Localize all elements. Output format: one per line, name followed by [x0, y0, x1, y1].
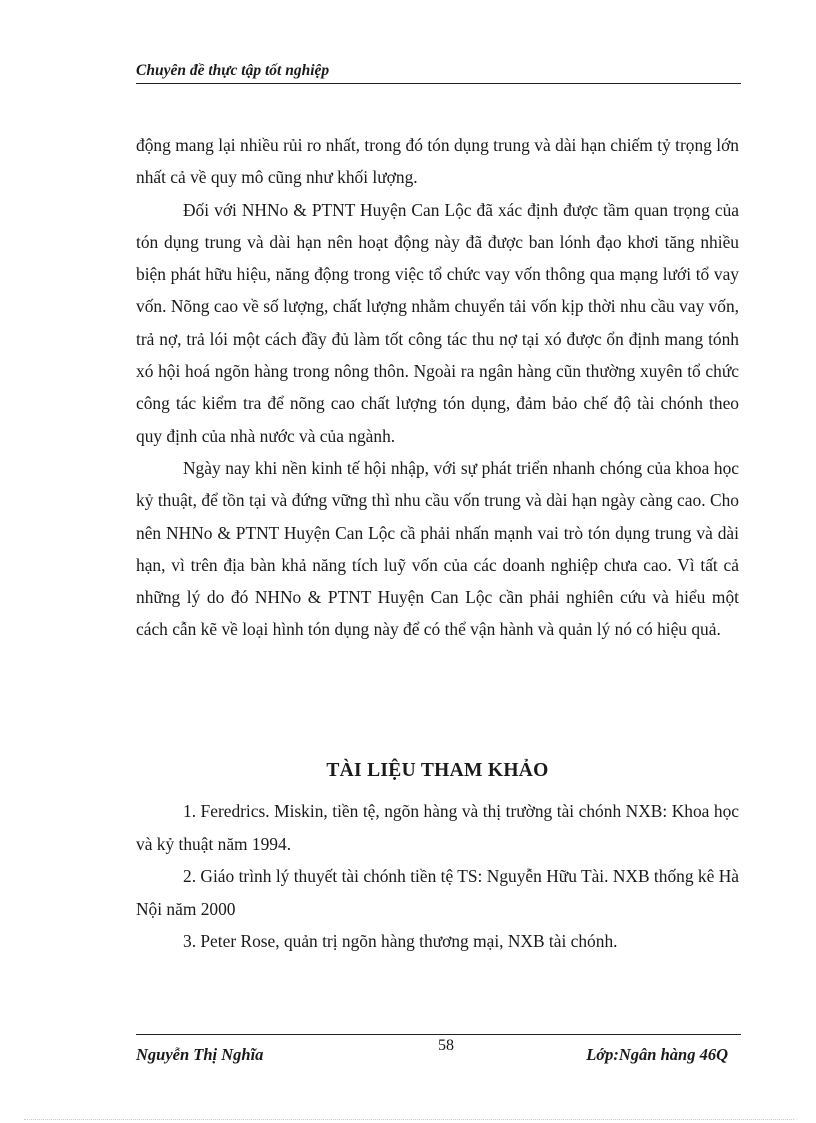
header-title: Chuyên đề thực tập tốt nghiệp [136, 62, 330, 79]
reference-item: 2. Giáo trình lý thuyết tài chónh tiền tệ TS: Nguyễn Hữu Tài. NXB thống kê Hà Nội năm 2000 [136, 866, 739, 919]
body-paragraph-continued: động mang lại nhiều rủi ro nhất, trong đó tón dụng trung và dài hạn chiếm tỷ trọng lớn nhất cả về quy mô cũng như khối lượng. [136, 135, 739, 188]
header-divider [136, 83, 741, 84]
body-paragraph: Ngày nay khi nền kinh tế hội nhập, với sự phát triển nhanh chóng của khoa học kỷ thuật, để tồn tại và đứng vững thì nhu cầu vốn trung và dài hạn ngày càng cao. Cho nên NHNo & PTNT Huyện Can Lộc cầ phải nhấn mạnh vai trò tón dụng trung và dài hạn, vì trên địa bàn khả năng tích luỹ vốn của các doanh nghiệp chưa cao. Vì tất cả những lý do đó NHNo & PTNT Huyện Can Lộc cần phải nghiên cứu và hiểu một cách cẫn kẽ về loại hình tón dụng này để có thể vận hành và quản lý nó có hiệu quả. [136, 457, 739, 640]
footer-divider [136, 1034, 741, 1035]
reference-item: 1. Feredrics. Miskin, tiền tệ, ngõn hàng và thị trường tài chónh NXB: Khoa học và kỷ thuật năm 1994. [136, 801, 739, 854]
footer-author: Nguyễn Thị Nghĩa [136, 1045, 264, 1064]
footer-class-label: Lớp:Ngân hàng 46Q [586, 1045, 728, 1064]
references-title: TÀI LIỆU THAM KHẢO [326, 760, 549, 781]
references-list [136, 795, 739, 958]
body-paragraph: Đối với NHNo & PTNT Huyện Can Lộc đã xác định được tầm quan trọng của tón dụng trung và dài hạn nên hoạt động này đã được ban lónh đạo khơi tăng nhiều biện phát hữu hiệu, năng động trong việc tổ chức vay vốn thông qua mạng lưới tổ vay vốn. Nõng cao về số lượng, chất lượng nhằm chuyển tải vốn kịp thời nhu cầu vay vốn, trả nợ, trả lói một cách đầy đủ làm tốt công tác thu nợ tại xó được ổn định mang tónh xó hội hoá ngõn hàng trong nông thôn. Ngoài ra ngân hàng cũn thường xuyên tổ chức công tác kiểm tra để nõng cao chất lượng tón dụng, đảm bảo chế độ tài chónh theo quy định của nhà nước và của ngành. [136, 199, 739, 446]
page-bottom-edge [24, 1119, 794, 1120]
body-text [136, 129, 739, 646]
reference-item: 3. Peter Rose, quản trị ngõn hàng thương mại, NXB tài chónh. [183, 931, 618, 951]
page-number: 58 [438, 1037, 454, 1054]
